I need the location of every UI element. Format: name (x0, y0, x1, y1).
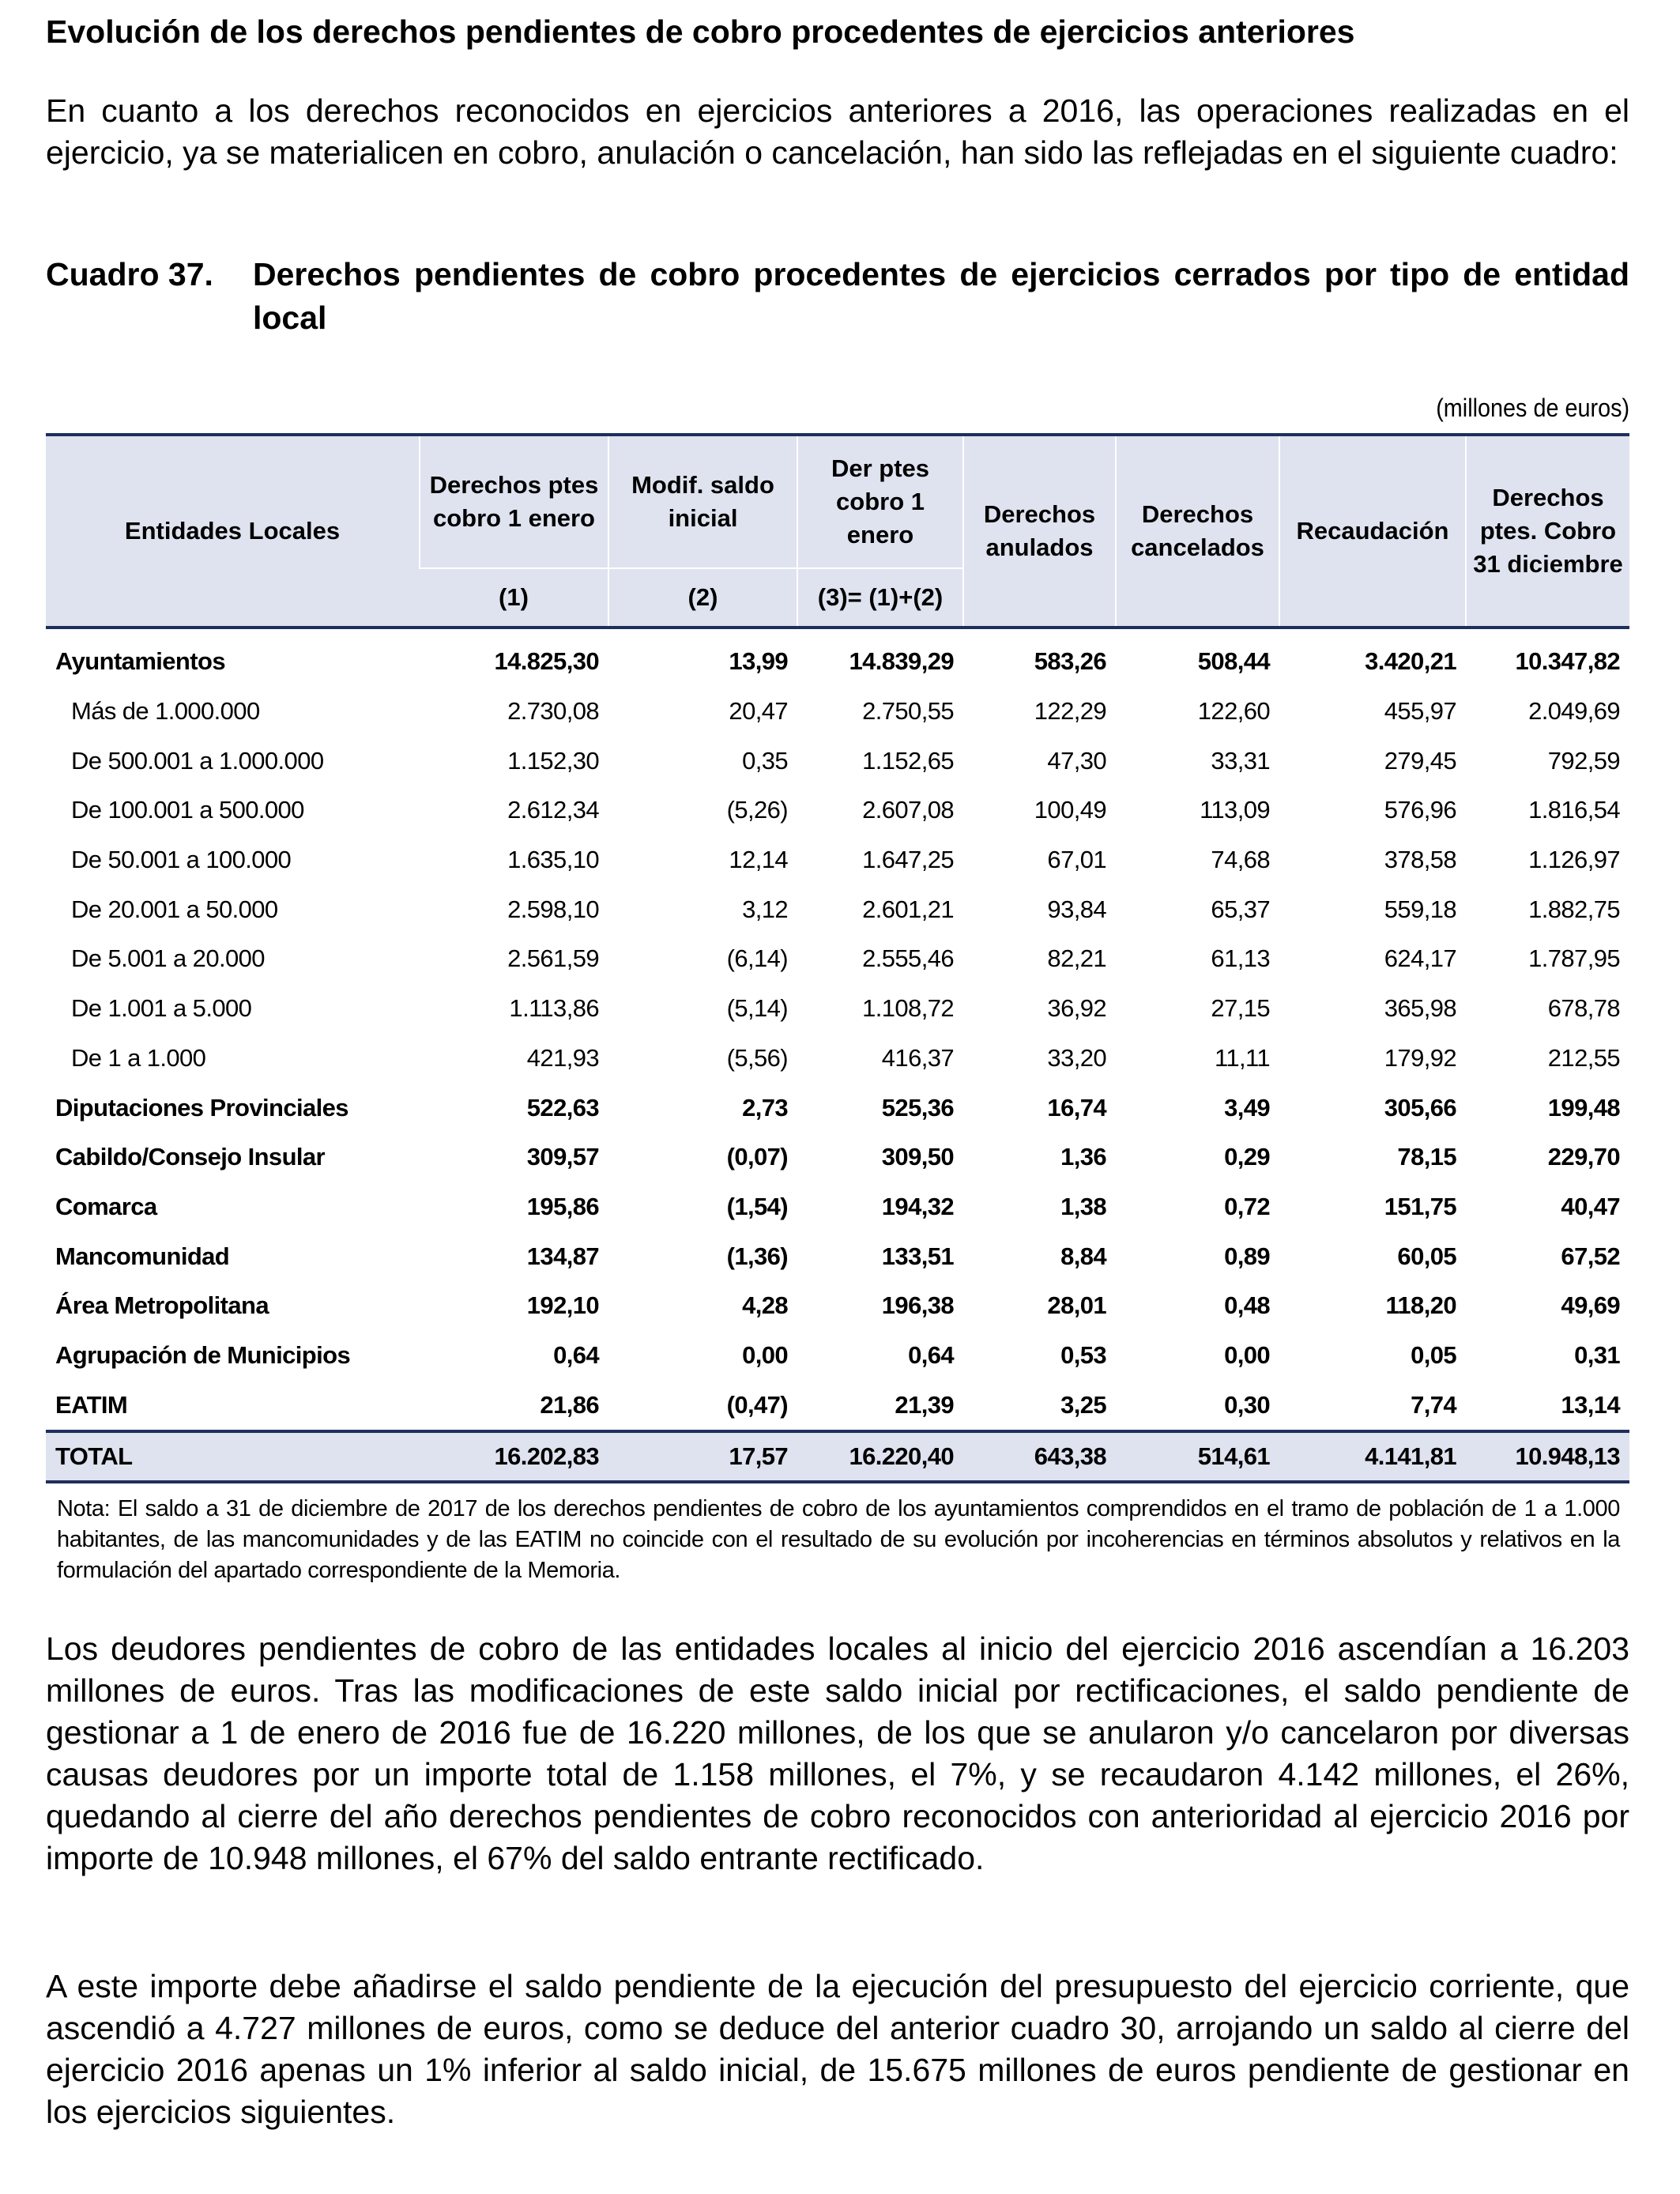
table-body (46, 628, 1629, 1482)
header-entity: Entidades Locales (46, 435, 420, 628)
table-total-row: TOTAL 16.202,83 17,57 16.220,40 643,38 514,61 4.141,81 10.948,13 (46, 1431, 1629, 1482)
header-col3-code: (3)= (1)+(2) (797, 568, 963, 628)
header-col4: Derechos anulados (963, 435, 1116, 628)
section-title: Evolución de los derechos pendientes de cobro procedentes de ejercicios anteriores (46, 13, 1355, 50)
table-row: De 50.001 a 100.000 1.635,10 12,14 1.647,25 67,01 74,68 378,58 1.126,97 (71, 846, 1620, 874)
table-caption-number: Cuadro 37. (46, 256, 213, 292)
body-paragraph-2: A este importe debe añadirse el saldo pendiente de la ejecución del presupuesto del ejercicio corriente, que ascendió a 4.727 millones de euros, como se deduce del anterior cuadro 30, arrojando un saldo al cierre del ejercicio 2016 apenas un 1% inferior al saldo inicial, de 15.675 millones de euros pendiente de gestionar en los ejercicios siguientes. (46, 1968, 1629, 2130)
header-col3: Der ptes cobro 1 enero (797, 435, 963, 568)
note-label: Nota: (57, 1496, 111, 1521)
header-col2: Modif. saldo inicial (608, 435, 797, 568)
table-row: Cabildo/Consejo Insular 309,57 (0,07) 309,50 1,36 0,29 78,15 229,70 (55, 1143, 1620, 1171)
table-note (57, 1494, 1620, 1586)
table-row: De 1.001 a 5.000 1.113,86 (5,14) 1.108,72 36,92 27,15 365,98 678,78 (71, 994, 1620, 1023)
header-col1-code: (1) (420, 568, 608, 628)
table-row: Agrupación de Municipios 0,64 0,00 0,64 0,53 0,00 0,05 0,31 (55, 1340, 1620, 1369)
table-row: Comarca 195,86 (1,54) 194,32 1,38 0,72 151,75 40,47 (55, 1192, 1620, 1220)
units-label: (millones de euros) (1436, 394, 1629, 422)
table-caption-title: Derechos pendientes de cobro procedentes de ejercicios cerrados por tipo de entidad local (253, 256, 1629, 336)
table-row: Más de 1.000.000 2.730,08 20,47 2.750,55 122,29 122,60 455,97 2.049,69 (71, 697, 1620, 726)
header-col7: Derechos ptes. Cobro 31 diciembre (1466, 435, 1629, 628)
table-row: De 5.001 a 20.000 2.561,59 (6,14) 2.555,46 82,21 61,13 624,17 1.787,95 (71, 944, 1620, 973)
note-text: El saldo a 31 de diciembre de 2017 de los derechos pendientes de cobro de los ayuntamientos comprendidos en el tramo de población de 1 a 1.000 habitantes, de las mancomunidades y de las EATIM no coincide con el resultado de su evolución por incoherencias en términos absolutos y relativos en la formulación del apartado correspondiente de la Memoria. (57, 1496, 1620, 1583)
table-row: De 20.001 a 50.000 2.598,10 3,12 2.601,21 93,84 65,37 559,18 1.882,75 (71, 895, 1620, 923)
table-row: De 1 a 1.000 421,93 (5,56) 416,37 33,20 11,11 179,92 212,55 (71, 1043, 1620, 1072)
table-row: De 100.001 a 500.000 2.612,34 (5,26) 2.607,08 100,49 113,09 576,96 1.816,54 (71, 796, 1620, 824)
table-row: Mancomunidad 134,87 (1,36) 133,51 8,84 0,89 60,05 67,52 (55, 1242, 1620, 1270)
header-col1: Derechos ptes cobro 1 enero (420, 435, 608, 568)
table-row: De 500.001 a 1.000.000 1.152,30 0,35 1.152,65 47,30 33,31 279,45 792,59 (71, 746, 1620, 775)
header-col5: Derechos cancelados (1116, 435, 1279, 628)
table-row: EATIM 21,86 (0,47) 21,39 3,25 0,30 7,74 13,14 (55, 1390, 1620, 1419)
intro-paragraph: En cuanto a los derechos reconocidos en ejercicios anteriores a 2016, las operaciones realizadas en el ejercicio, ya se materialicen en cobro, anulación o cancelación, han sido las reflejadas en el siguiente cuadro: (46, 92, 1629, 171)
header-col2-code: (2) (608, 568, 797, 628)
table-row: Diputaciones Provinciales 522,63 2,73 525,36 16,74 3,49 305,66 199,48 (55, 1093, 1620, 1122)
header-col6: Recaudación (1279, 435, 1466, 628)
table-row: Ayuntamientos 14.825,30 13,99 14.839,29 583,26 508,44 3.420,21 10.347,82 (55, 647, 1620, 676)
body-paragraph-1: Los deudores pendientes de cobro de las entidades locales al inicio del ejercicio 2016 ascendían a 16.203 millones de euros. Tras las modificaciones de este saldo inicial por rectificaciones, el saldo pendiente de gestionar a 1 de enero de 2016 fue de 16.220 millones, de los que se anularon y/o cancelaron por diversas causas deudores por un importe total de 1.158 millones, el 7%, y se recaudaron 4.142 millones, el 26%, quedando al cierre del año derechos pendientes de cobro reconocidos con anterioridad al ejercicio 2016 por importe de 10.948 millones, el 67% del saldo entrante rectificado. (46, 1630, 1629, 1876)
table-row: Área Metropolitana 192,10 4,28 196,38 28,01 0,48 118,20 49,69 (55, 1291, 1620, 1320)
rights-table (46, 433, 1629, 1483)
